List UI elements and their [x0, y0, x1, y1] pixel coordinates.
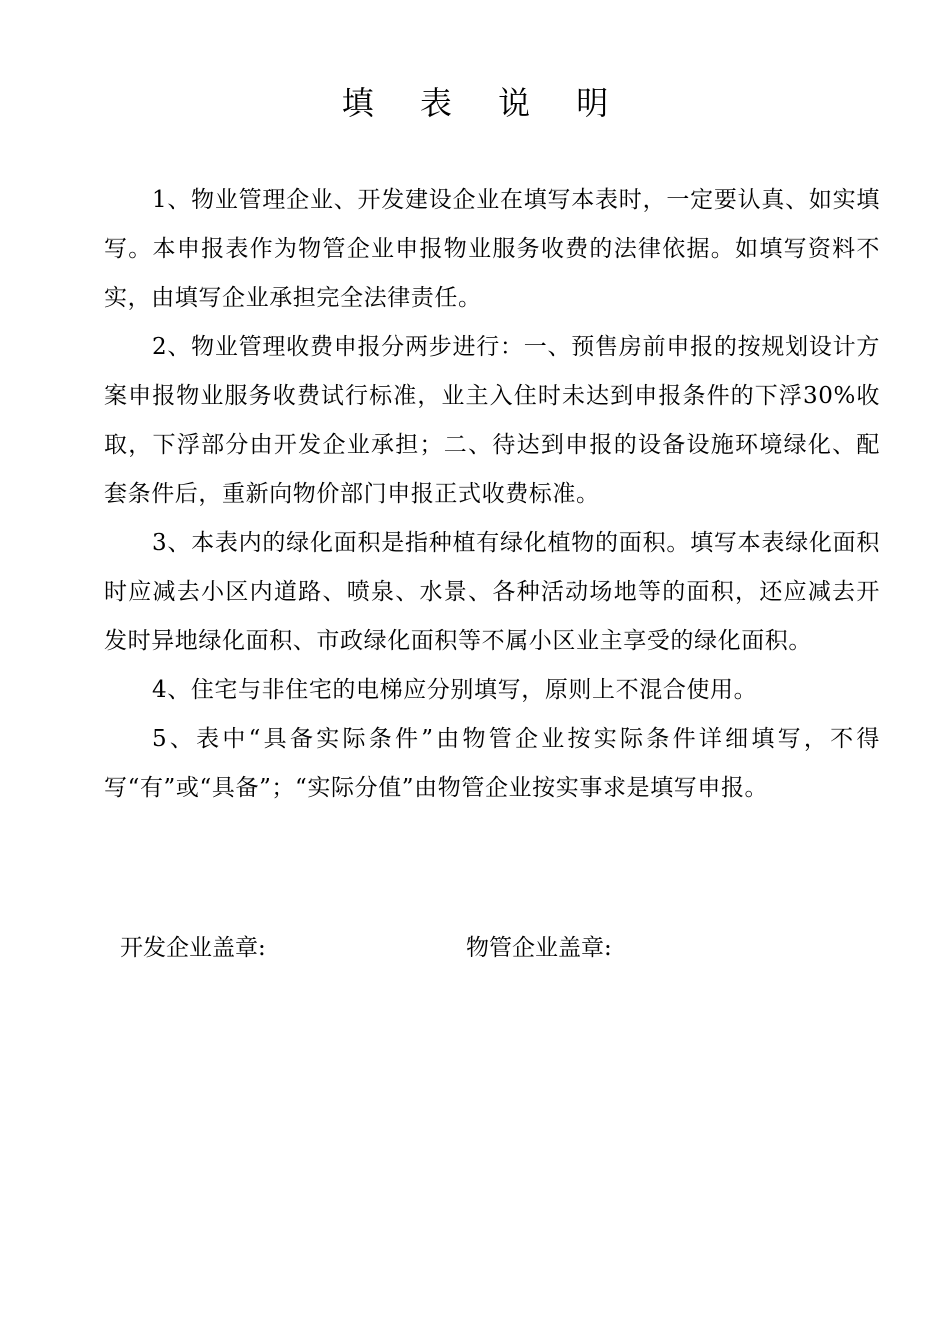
instruction-paragraph-1: 1、物业管理企业、开发建设企业在填写本表时，一定要认真、如实填写。本申报表作为物管企业申报物业服务收费的法律依据。如填写资料不实，由填写企业承担完全法律责任。: [104, 187, 880, 311]
management-seal-label: 物管企业盖章:: [466, 935, 612, 961]
instruction-paragraph-5: 5、表中“具备实际条件”由物管企业按实际条件详细填写，不得写“有”或“具备”；“实际分值”由物管企业按实事求是填写申报。: [104, 726, 880, 801]
instruction-paragraph-2: 2、物业管理收费申报分两步进行：一、预售房前申报的按规划设计方案申报物业服务收费试行标准，业主入住时未达到申报条件的下浮30%收取，下浮部分由开发企业承担；二、待达到申报的设备设施环境绿化、配套条件后，重新向物价部门申报正式收费标准。: [104, 334, 880, 507]
developer-seal-label: 开发企业盖章:: [120, 935, 266, 961]
seal-row: [120, 923, 880, 973]
instruction-paragraph-3: 3、本表内的绿化面积是指种植有绿化植物的面积。填写本表绿化面积时应减去小区内道路、喷泉、水景、各种活动场地等的面积，还应减去开发时异地绿化面积、市政绿化面积等不属小区业主享受的绿化面积。: [104, 530, 880, 654]
instructions-body: [104, 176, 880, 813]
document-title: 填 表 说 明: [341, 84, 627, 122]
instruction-paragraph-4: 4、住宅与非住宅的电梯应分别填写，原则上不混合使用。: [152, 677, 758, 703]
